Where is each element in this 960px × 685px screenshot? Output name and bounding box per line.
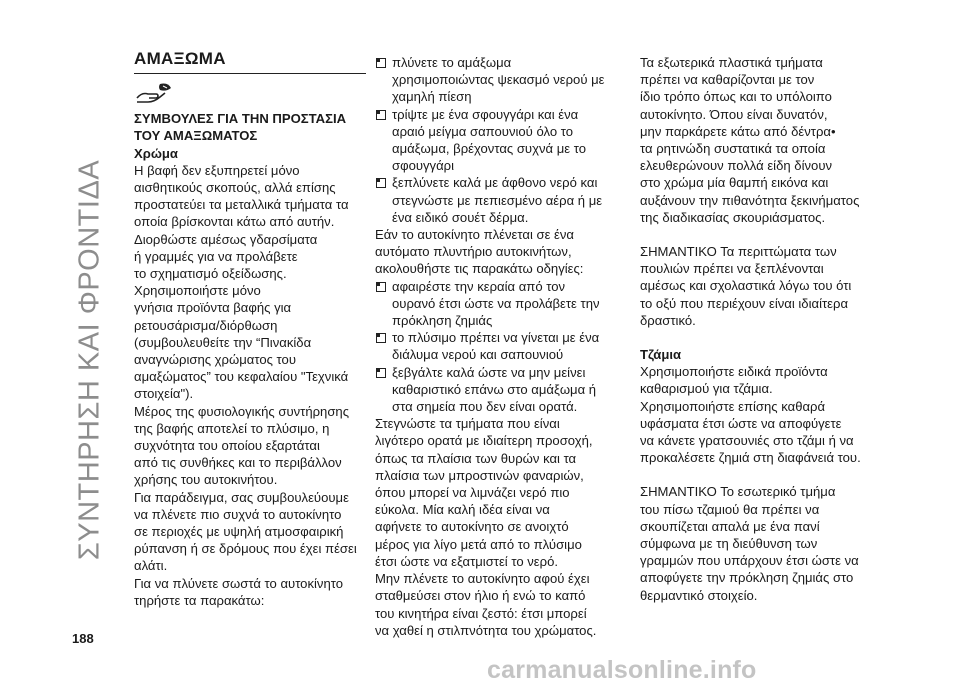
environment-icon-row xyxy=(134,80,360,110)
important-note: ΣΗΜΑΝΤΙΚΟ Το εσωτερικό τμήμα του πίσω τζαμιού θα πρέπει να σκουπίζεται απαλά με ένα πανί σύμφωνα με τη διεύθυνση των γραμμών που υπάρχουν έτσι ώστε να αποφύγετε την πρόκληση ζημιάς στο θερμαντικό στοιχείο. xyxy=(640,484,859,603)
side-section-title: ΣΥΝΤΗΡΗΣΗ ΚΑΙ ΦΡΟΝΤΙΔΑ xyxy=(73,159,106,561)
protection-heading: ΣΥΜΒΟΥΛΕΣ ΓΙΑ ΤΗΝ ΠΡΟΣΤΑΣΙΑ ΤΟΥ ΑΜΑΞΩΜΑΤΟΣ xyxy=(134,111,347,144)
bullet-item xyxy=(375,329,625,363)
bullet-item xyxy=(375,174,625,226)
bullet-text: αφαιρέστε την κεραία από τον ουρανό έτσι ώστε να προλάβετε την πρόκληση ζημιάς xyxy=(392,278,600,329)
paragraph: Μην πλένετε το αυτοκίνητο αφού έχει σταθμεύσει στον ήλιο ή ενώ το καπό του κινητήρα είναι ζεστό: έτσι μπορεί να χαθεί η στιλπνότητα του χρώματος. xyxy=(375,571,597,638)
paragraph: Για να πλύνετε σωστά το αυτοκίνητο τηρήστε τα παρακάτω: xyxy=(134,575,344,608)
bullet-square-icon xyxy=(376,110,386,120)
paragraph: Διορθώστε αμέσως γδαρσίματα ή γραμμές για να προλάβετε το σχηματισμό οξείδωσης. Χρησιμοποιήστε μόνο γνήσια προϊόντα βαφής για ρετουσάρισμα/διόρθωση (συμβουλευθείτε την “Πινακίδα αναγνώρισης χρώματος του αμαξώματος” του κεφαλαίου "Τεχνικά στοιχεία"). xyxy=(134,231,349,402)
paragraph: Στεγνώστε τα τμήματα που είναι λιγότερο ορατά με ιδιαίτερη προσοχή, όπως τα πλαίσια των θυρών και τα πλαίσια των μπροστινών φαναριών, όπου μπορεί να λιμνάζει νερό πιο εύκολα. Μία καλή ιδέα είναι να αφήνετε το αυτοκίνητο σε ανοιχτό μέρος για λίγο μετά από το πλύσιμο έτσι ώστε να εξατμιστεί το νερό. xyxy=(375,416,593,569)
bullet-square-icon xyxy=(376,282,386,292)
section-title: ΑΜΑΞΩΜΑ xyxy=(134,49,226,68)
column-2 xyxy=(375,54,625,639)
bullet-text: τρίψτε με ένα σφουγγάρι και ένα αραιό μείγμα σαπουνιού όλο το αμάξωμα, βρέχοντας συχνά με το σφουγγάρι xyxy=(392,106,586,174)
bullet-square-icon xyxy=(376,333,386,343)
column-3 xyxy=(640,54,885,604)
bullet-text: ξεπλύνετε καλά με άφθονο νερό και στεγνώστε με πεπιεσμένο αέρα ή με ένα ειδικό σουέτ δέρμα. xyxy=(392,175,603,225)
paragraph: Τα εξωτερικά πλαστικά τμήματα πρέπει να καθαρίζονται με τον ίδιο τρόπο όπως και το υπόλοιπο αυτοκίνητο. Όπου είναι δυνατόν, μην παρκάρετε κάτω από δέντρα• τα ρητινώδη συστατικά τα οποία ελευθερώνουν πολλά είδη δίνουν στο χρώμα μία θαμπή εικόνα και αυξάνουν την πιθανότητα ξεκινήματος της διαδικασίας σκουριάσματος. xyxy=(640,55,860,225)
bullet-text: πλύνετε το αμάξωμα χρησιμοποιώντας ψεκασμό νερού με χαμηλή πίεση xyxy=(392,55,605,105)
title-rule xyxy=(134,73,366,74)
paint-subheading: Χρώμα xyxy=(134,145,178,161)
bullet-text: ξεβγάλτε καλά ώστε να μην μείνει καθαριστικό επάνω στο αμάξωμα ή στα σημεία που δεν είναι ορατά. xyxy=(392,364,597,415)
watermark: carmanualsonline.info xyxy=(487,656,757,684)
bullet-square-icon xyxy=(376,368,386,378)
bullet-item xyxy=(375,106,625,175)
windows-subheading: Τζάμια xyxy=(640,347,682,363)
paragraph: Εάν το αυτοκίνητο πλένεται σε ένα αυτόματο πλυντήριο αυτοκινήτων, ακολουθήστε τις παρακάτω οδηγίες: xyxy=(375,227,584,277)
paragraph: Η βαφή δεν εξυπηρετεί μόνο αισθητικούς σκοπούς, αλλά επίσης προστατεύει τα μεταλλικά τμήματα τα οποία βρίσκονται κάτω από αυτήν. xyxy=(134,162,349,230)
side-section-title-area xyxy=(70,30,110,630)
paragraph: Για παράδειγμα, σας συμβουλεύουμε να πλένετε πιο συχνά το αυτοκίνητο σε περιοχές με υψηλή ατμοσφαιρική ρύπανση ή σε δρόμους που έχει πέσει αλάτι. xyxy=(134,489,357,574)
page-number: 188 xyxy=(72,631,94,646)
important-note: ΣΗΜΑΝΤΙΚΟ Τα περιττώματα των πουλιών πρέπει να ξεπλένονται αμέσως και σχολαστικά λόγω του ότι το οξύ που περιέχουν είναι ιδιαίτερα δραστικό. xyxy=(640,244,852,328)
bullet-square-icon xyxy=(376,178,386,188)
bullet-square-icon xyxy=(376,58,386,68)
bullet-item xyxy=(375,364,625,416)
bullet-item xyxy=(375,54,625,106)
paragraph: Χρησιμοποιήστε ειδικά προϊόντα καθαρισμού για τζάμια. Χρησιμοποιήστε επίσης καθαρά υφάσματα έτσι ώστε να αποφύγετε να κάνετε γρατσουνιές στο τζάμι ή να προκαλέσετε ζημιά στη διαφάνειά του. xyxy=(640,364,861,466)
column-1 xyxy=(134,49,360,609)
environment-hand-icon xyxy=(134,80,174,106)
bullet-text: το πλύσιμο πρέπει να γίνεται με ένα διάλυμα νερού και σαπουνιού xyxy=(392,330,600,363)
paragraph: Μέρος της φυσιολογικής συντήρησης της βαφής αποτελεί το πλύσιμο, η συχνότητα του οποίου εξαρτάται από τις συνθήκες και το περιβάλλον χρήσης του αυτοκινήτου. xyxy=(134,403,350,488)
bullet-item xyxy=(375,278,625,330)
